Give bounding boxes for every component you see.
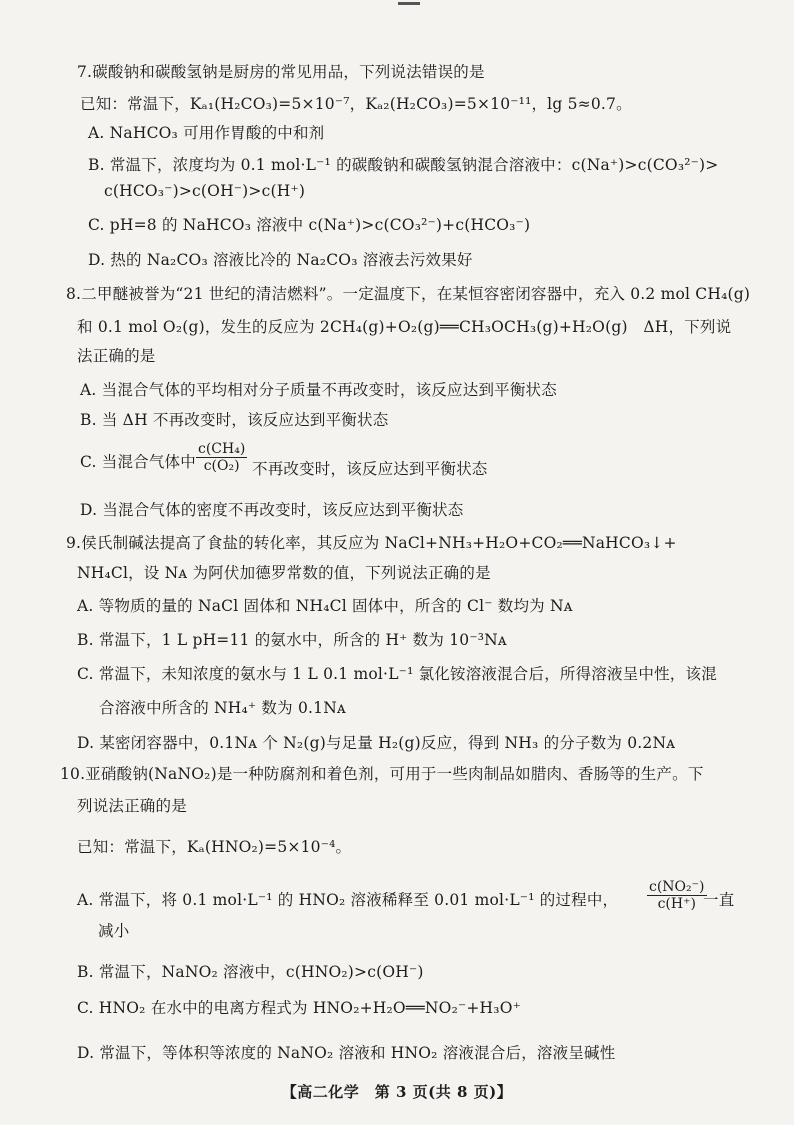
q8-stem-line3: 法正确的是 <box>77 347 156 365</box>
fraction-numerator: c(CH₄) <box>198 441 246 457</box>
q9-option-c-line1: C. 常温下，未知浓度的氨水与 1 L 0.1 mol·L⁻¹ 氯化铵溶液混合后，所得溶液呈中性，该混 <box>77 665 717 683</box>
q10-option-b: B. 常温下，NaNO₂ 溶液中，c(HNO₂)>c(OH⁻) <box>77 963 424 981</box>
q9-option-b: B. 常温下，1 L pH=11 的氨水中，所含的 H⁺ 数为 10⁻³Nᴀ <box>77 631 507 649</box>
q7-option-d: D. 热的 Na₂CO₃ 溶液比冷的 Na₂CO₃ 溶液去污效果好 <box>88 251 473 269</box>
q9-option-d: D. 某密闭容器中，0.1Nᴀ 个 N₂(g)与足量 H₂(g)反应，得到 NH₃ 的分子数为 0.2Nᴀ <box>77 734 676 752</box>
q10-stem-line2: 列说法正确的是 <box>77 797 187 815</box>
q7-option-c: C. pH=8 的 NaHCO₃ 溶液中 c(Na⁺)>c(CO₃²⁻)+c(HCO₃⁻) <box>88 216 531 234</box>
page-footer: 【高二化学 第 3 页(共 8 页)】 <box>281 1083 513 1101</box>
fraction-numerator: c(NO₂⁻) <box>649 879 705 895</box>
q9-option-a: A. 等物质的量的 NaCl 固体和 NH₄Cl 固体中，所含的 Cl⁻ 数均为 Nᴀ <box>77 597 573 615</box>
q8-option-a: A. 当混合气体的平均相对分子质量不再改变时，该反应达到平衡状态 <box>80 381 557 399</box>
q7-option-a: A. NaHCO₃ 可用作胃酸的中和剂 <box>88 124 325 142</box>
q9-stem-line2: NH₄Cl，设 Nᴀ 为阿伏加德罗常数的值，下列说法正确的是 <box>77 564 491 582</box>
q10-option-a-fraction <box>647 879 707 912</box>
q8-stem-line1: 8.二甲醚被誉为“21 世纪的清洁燃料”。一定温度下，在某恒容密闭容器中，充入 0.2 mol CH₄(g) <box>66 285 751 303</box>
q7-stem: 7.碳酸钠和碳酸氢钠是厨房的常见用品，下列说法错误的是 <box>77 63 485 81</box>
fraction-denominator: c(H⁺) <box>657 896 696 912</box>
q10-option-a-prefix: A. 常温下，将 0.1 mol·L⁻¹ 的 HNO₂ 溶液稀释至 0.01 mol·L⁻¹ 的过程中， <box>77 891 619 909</box>
q10-known: 已知：常温下，Kₐ(HNO₂)=5×10⁻⁴。 <box>77 838 352 856</box>
q7-option-b-line1: B. 常温下，浓度均为 0.1 mol·L⁻¹ 的碳酸钠和碳酸氢钠混合溶液中：c(Na⁺)>c(CO₃²⁻)> <box>88 156 719 174</box>
top-edge-mark <box>398 2 420 21</box>
q10-option-a-line2: 减小 <box>98 922 130 940</box>
q7-option-b-line2: c(HCO₃⁻)>c(OH⁻)>c(H⁺) <box>104 182 306 200</box>
q10-stem-line1: 10.亚硝酸钠(NaNO₂)是一种防腐剂和着色剂，可用于一些肉制品如腊肉、香肠等的生产。下 <box>60 765 704 783</box>
q9-option-c-line2: 合溶液中所含的 NH₄⁺ 数为 0.1Nᴀ <box>99 699 346 717</box>
q10-option-c: C. HNO₂ 在水中的电离方程式为 HNO₂+H₂O══NO₂⁻+H₃O⁺ <box>77 999 521 1017</box>
q10-option-d: D. 常温下，等体积等浓度的 NaNO₂ 溶液和 HNO₂ 溶液混合后，溶液呈碱性 <box>77 1044 616 1062</box>
q8-stem-line2: 和 0.1 mol O₂(g)，发生的反应为 2CH₄(g)+O₂(g)══CH₃OCH₃(g)+H₂O(g) ΔH，下列说 <box>77 318 732 336</box>
q10-option-a-suffix: 一直 <box>703 891 735 909</box>
fraction-denominator: c(O₂) <box>203 458 240 474</box>
q7-known: 已知：常温下，Kₐ₁(H₂CO₃)=5×10⁻⁷，Kₐ₂(H₂CO₃)=5×10⁻¹¹，lg 5≈0.7。 <box>80 95 632 113</box>
q8-option-d: D. 当混合气体的密度不再改变时，该反应达到平衡状态 <box>80 501 464 519</box>
q8-option-c-fraction <box>196 441 247 474</box>
q8-option-b: B. 当 ΔH 不再改变时，该反应达到平衡状态 <box>80 411 389 429</box>
q8-option-c-prefix: C. 当混合气体中 <box>80 453 196 471</box>
q8-option-c-suffix: 不再改变时，该反应达到平衡状态 <box>252 460 488 478</box>
q9-stem-line1: 9.侯氏制碱法提高了食盐的转化率，其反应为 NaCl+NH₃+H₂O+CO₂══NaHCO₃↓+ <box>66 534 677 552</box>
